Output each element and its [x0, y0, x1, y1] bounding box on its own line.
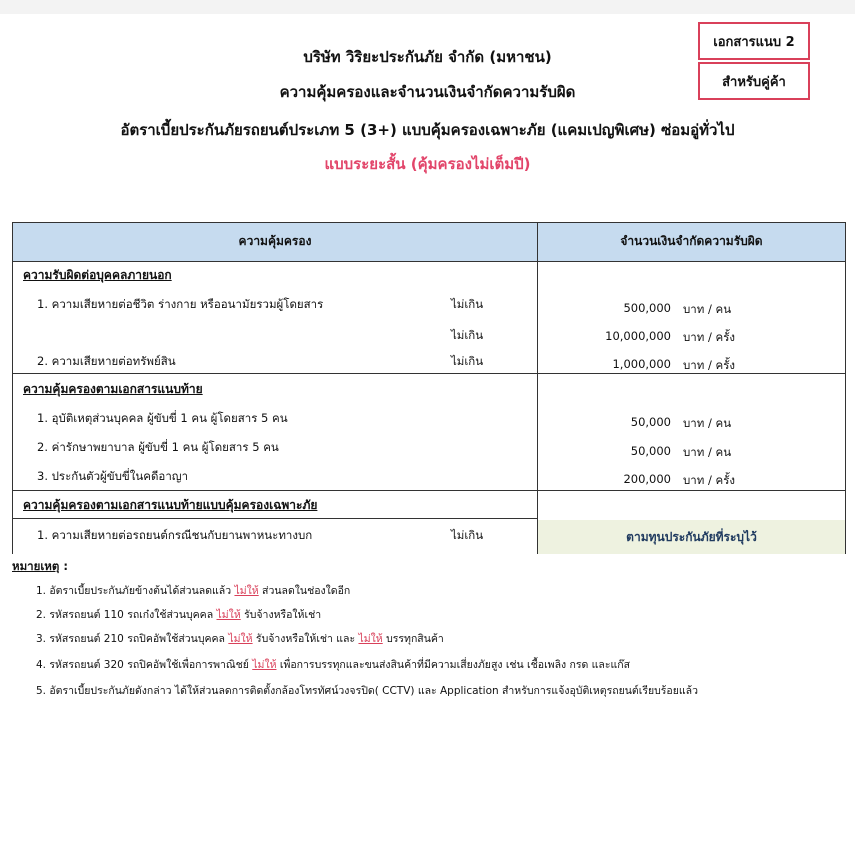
- note-item: 3. รหัสรถยนต์ 210 รถปิคอัพใช้ส่วนบุคคล ไม่ให้ รับจ้างหรือให้เช่า และ ไม่ให้ บรรทุกสินค้า: [36, 633, 444, 645]
- attachment-badge: เอกสารแนบ 2: [698, 22, 810, 60]
- table-row-amount: 50,000: [630, 444, 671, 458]
- row-divider: [13, 490, 845, 491]
- table-row-item: 2. ความเสียหายต่อทรัพย์สิน: [37, 354, 176, 368]
- table-row-amount: 500,000: [623, 301, 671, 315]
- table-row-amount: 200,000: [623, 472, 671, 486]
- company-title: บริษัท วิริยะประกันภัย จำกัด (มหาชน): [303, 48, 552, 66]
- subject-title: ความคุ้มครองและจำนวนเงินจำกัดความรับผิด: [279, 83, 576, 101]
- table-row-unit: บาท / คน: [683, 302, 732, 316]
- table-row-limit: ไม่เกิน: [451, 354, 484, 368]
- table-row-limit: ไม่เกิน: [451, 528, 484, 542]
- notes-title: หมายเหตุ :: [12, 559, 68, 573]
- table-row-limit: ไม่เกิน: [451, 328, 484, 342]
- table-row-item: 1. ความเสียหายต่อรถยนต์กรณีชนกับยานพาหนะทางบก: [37, 528, 313, 542]
- table-row-unit: บาท / คน: [683, 416, 732, 430]
- table-row-unit: บาท / คน: [683, 445, 732, 459]
- note-item: 2. รหัสรถยนต์ 110 รถเก๋งใช้ส่วนบุคคล ไม่ให้ รับจ้างหรือให้เช่า: [36, 609, 322, 621]
- section-specific-peril-title: ความคุ้มครองตามเอกสารแนบท้ายแบบคุ้มครองเฉพาะภัย: [23, 498, 318, 512]
- section-attachment-title: ความคุ้มครองตามเอกสารแนบท้าย: [23, 382, 203, 396]
- table-row-amount: 50,000: [630, 415, 671, 429]
- table-row-unit: บาท / ครั้ง: [683, 473, 736, 487]
- section-third-party-title: ความรับผิดต่อบุคคลภายนอก: [23, 268, 172, 282]
- table-row-limit: ไม่เกิน: [451, 297, 484, 311]
- table-row-item: 2. ค่ารักษาพยาบาล ผู้ขับขี่ 1 คน ผู้โดยสาร 5 คน: [37, 440, 279, 454]
- header-limit: จำนวนเงินจำกัดความรับผิด: [620, 233, 763, 248]
- table-row-amount: 1,000,000: [612, 357, 671, 371]
- table-row-item: 1. ความเสียหายต่อชีวิต ร่างกาย หรืออนามัยรวมผู้โดยสาร: [37, 297, 324, 311]
- table-row-item: 3. ประกันตัวผู้ขับขี่ในคดีอาญา: [37, 469, 189, 483]
- short-term-title: แบบระยะสั้น (คุ้มครองไม่เต็มปี): [324, 155, 531, 173]
- row-divider: [13, 518, 537, 519]
- row-divider: [13, 373, 845, 374]
- table-row-unit: บาท / ครั้ง: [683, 330, 736, 344]
- table-row-item: 1. อุบัติเหตุส่วนบุคคล ผู้ขับขี่ 1 คน ผู้โดยสาร 5 คน: [37, 411, 288, 425]
- table-row-amount: 10,000,000: [605, 329, 671, 343]
- column-divider: [537, 222, 538, 554]
- note-item: 1. อัตราเบี้ยประกันภัยข้างต้นได้ส่วนลดแล้ว ไม่ให้ ส่วนลดในช่องใดอีก: [36, 585, 351, 597]
- note-item: 4. รหัสรถยนต์ 320 รถปิคอัพใช้เพื่อการพาณิชย์ ไม่ให้ เพื่อการบรรทุกและขนส่งสินค้าที่มีความเสี่ยงภัยสูง เช่น เชื้อเพลิง กรด และแก๊ส: [36, 659, 631, 671]
- rate-title: อัตราเบี้ยประกันภัยรถยนต์ประเภท 5 (3+) แบบคุ้มครองเฉพาะภัย (แคมเปญพิเศษ) ซ่อมอู่ทั่วไป: [120, 121, 735, 139]
- note-item: 5. อัตราเบี้ยประกันภัยดังกล่าว ได้ให้ส่วนลดการติดตั้งกล้องโทรทัศน์วงจรปิด( CCTV) และ Application สำหรับการแจ้งอุบัติเหตุรถยนต์เรียบร้อยแล้ว: [36, 685, 698, 697]
- table-row-unit: บาท / ครั้ง: [683, 358, 736, 372]
- top-margin-strip: [0, 0, 855, 14]
- header-coverage: ความคุ้มครอง: [238, 233, 312, 248]
- coverage-table: [12, 222, 846, 554]
- customer-badge: สำหรับคู่ค้า: [698, 62, 810, 100]
- sum-insured-cell: ตามทุนประกันภัยที่ระบุไว้: [538, 520, 845, 554]
